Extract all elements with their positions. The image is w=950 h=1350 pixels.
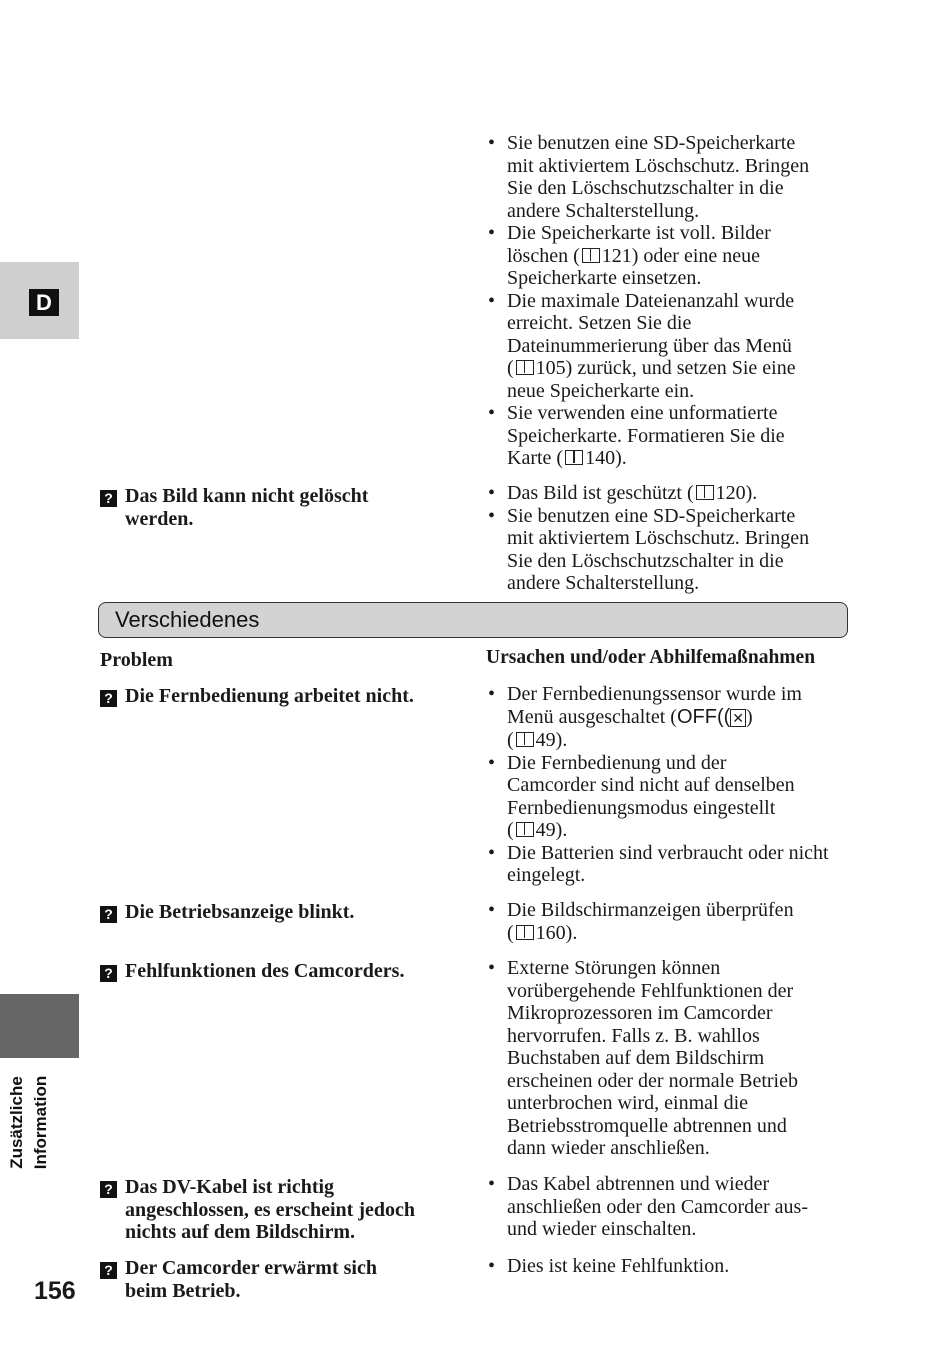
book-icon: [516, 732, 534, 747]
book-icon: [516, 822, 534, 837]
power-indicator-causes: [486, 899, 866, 944]
list-item: • Sie benutzen eine SD-Speicherkarte mit aktiviertem Löschschutz. Bringen Sie den Löschschutzschalter in die andere Schalterstellung.: [486, 132, 866, 222]
list-item: • Der Fernbedienungssensor wurde im Menü ausgeschaltet (OFF(( ✕ ) ( 49).: [486, 683, 866, 752]
list-item: • Dies ist keine Fehlfunktion.: [486, 1255, 866, 1278]
list-item: • Die Speicherkarte ist voll. Bilder löschen ( 121) oder eine neue Speicherkarte einsetzen.: [486, 222, 866, 290]
section-label-line2: Information: [31, 1075, 50, 1170]
problem-dv-cable: ? Das DV-Kabel ist richtig angeschlossen, es erscheint jedoch nichts auf dem Bildschirm.: [100, 1176, 470, 1244]
top-causes-list: [486, 132, 866, 470]
list-item: • Das Kabel abtrennen und wieder anschließen oder den Camcorder aus- und wieder einschalten.: [486, 1173, 866, 1241]
column-header-problem: Problem: [100, 649, 173, 671]
question-mark-box-icon: ?: [100, 490, 117, 507]
list-item: • Sie verwenden eine unformatierte Speicherkarte. Formatieren Sie die Karte ( 140).: [486, 402, 866, 470]
problem-remote: [100, 685, 470, 708]
book-icon: [582, 248, 600, 263]
problem-malfunction: [100, 960, 470, 983]
dv-cable-causes: [486, 1173, 866, 1241]
question-mark-box-icon: ?: [100, 906, 117, 923]
list-item: • Externe Störungen können vorübergehende Fehlfunktionen der Mikroprozessoren im Camcorder hervorrufen. Falls z. B. wahllos Buchstaben auf dem Bildschirm erscheinen oder der normale Betrieb unterbrochen wird, einmal die Betriebsstromquelle abtrennen und dann wieder anschließen.: [486, 957, 866, 1160]
delete-causes-list: [486, 482, 866, 595]
question-mark-box-icon: ?: [100, 1181, 117, 1198]
book-icon: [516, 360, 534, 375]
problem-text: Fehlfunktionen des Camcorders.: [125, 960, 405, 982]
section-title: Verschiedenes: [115, 607, 260, 632]
section-side-label: [5, 1065, 53, 1180]
problem-text: Die Betriebsanzeige blinkt.: [125, 901, 355, 923]
section-tab-marker: [0, 994, 79, 1058]
malfunction-causes: [486, 957, 866, 1160]
column-header-causes: Ursachen und/oder Abhilfemaßnahmen: [486, 647, 816, 668]
book-icon: [696, 485, 714, 500]
language-tab-letter: D: [29, 289, 59, 316]
problem-text: Die Fernbedienung arbeitet nicht.: [125, 685, 414, 707]
list-item: • Das Bild ist geschützt ( 120).: [486, 482, 866, 505]
page-number: 156: [34, 1277, 76, 1305]
question-mark-box-icon: ?: [100, 690, 117, 707]
question-mark-box-icon: ?: [100, 1262, 117, 1279]
list-item: • Die maximale Dateienanzahl wurde erreicht. Setzen Sie die Dateinummerierung über das Menü ( 105) zurück, und setzen Sie eine neue Speicherkarte ein.: [486, 290, 866, 403]
question-mark-box-icon: ?: [100, 965, 117, 982]
problem-power-indicator: [100, 901, 470, 924]
list-item: • Sie benutzen eine SD-Speicherkarte mit aktiviertem Löschschutz. Bringen Sie den Löschschutzschalter in die andere Schalterstellung.: [486, 505, 866, 595]
list-item: • Die Bildschirmanzeigen überprüfen ( 160).: [486, 899, 866, 944]
book-icon: [516, 925, 534, 940]
heating-causes: [486, 1255, 866, 1278]
problem-delete: ? Das Bild kann nicht gelöscht werden.: [100, 485, 470, 530]
list-item: • Die Fernbedienung und der Camcorder sind nicht auf denselben Fernbedienungsmodus eingestellt ( 49).: [486, 752, 866, 842]
remote-sensor-off-icon: OFF(( ✕: [676, 705, 744, 728]
section-header-bar: [98, 602, 848, 638]
problem-heating: ? Der Camcorder erwärmt sich beim Betrieb.: [100, 1257, 470, 1302]
section-label-line1: Zusätzliche: [7, 1076, 26, 1169]
book-icon: [565, 450, 583, 465]
remote-causes-list: [486, 683, 866, 887]
list-item: • Die Batterien sind verbraucht oder nicht eingelegt.: [486, 842, 866, 887]
